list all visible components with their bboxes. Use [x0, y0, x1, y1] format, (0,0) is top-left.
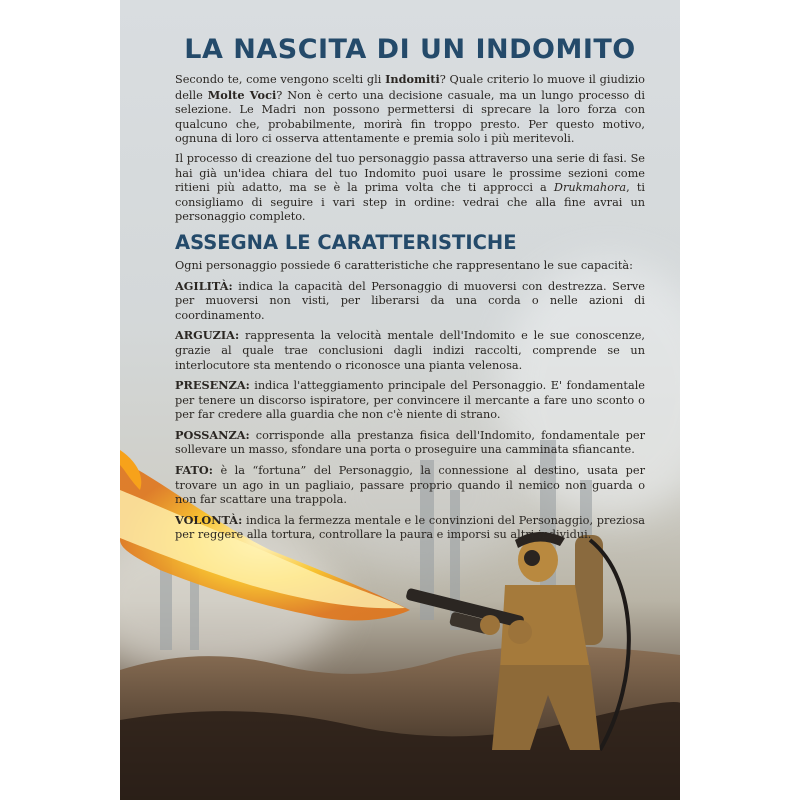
text-run: , ti consigliamo di seguire i vari step in ordine: vedrai che alla fine avrai un personaggio completo. — [175, 181, 645, 224]
trait-description: corrisponde alla prestanza fisica dell'Indomito, fondamentale per sollevare un masso, sfondare una porta o proseguire una camminata sfiancante. — [175, 428, 645, 457]
trait-0 — [175, 279, 645, 324]
trait-name: POSSANZA: — [175, 427, 250, 442]
trait-name: VOLONTÀ: — [175, 512, 243, 527]
bold-term: Molte Voci — [207, 87, 277, 102]
trait-description: indica la capacità del Personaggio di muoversi con destrezza. Serve per muoversi non visti, per liberarsi da una corda o nelle azioni di coordinamento. — [175, 279, 645, 322]
trait-5 — [175, 513, 645, 543]
trait-name: FATO: — [175, 463, 213, 478]
page-content — [175, 34, 645, 548]
intro-paragraph-2 — [175, 152, 645, 225]
trait-4 — [175, 463, 645, 508]
trait-name: AGILITÀ: — [175, 278, 233, 293]
traits-list — [175, 279, 645, 544]
trait-name: PRESENZA: — [175, 378, 250, 393]
trait-1 — [175, 328, 645, 373]
book-page — [120, 0, 680, 800]
trait-description: rappresenta la velocità mentale dell'Indomito e le sue conoscenze, grazie al quale trae conclusioni dagli indizi raccolti, comprende se un interlocutore sta mentendo o riconosce una pianta velenosa. — [175, 329, 645, 372]
trait-description: indica l'atteggiamento principale del Personaggio. E' fondamentale per tenere un discorso ispiratore, per convincere il mercante a fare uno sconto o per far credere alla guardia che non c'è niente di strano. — [175, 379, 645, 422]
trait-name: ARGUZIA: — [175, 328, 240, 343]
intro-paragraph — [175, 72, 645, 147]
text-run: Secondo te, come vengono scelti gli — [175, 73, 386, 86]
trait-3 — [175, 428, 645, 458]
page-title: LA NASCITA DI UN INDOMITO — [184, 34, 636, 65]
bold-term: Indomiti — [385, 72, 440, 86]
section-title: ASSEGNA LE CARATTERISTICHE — [175, 230, 517, 254]
trait-2 — [175, 378, 645, 423]
trait-description: indica la fermezza mentale e le convinzioni del Personaggio, preziosa per reggere alla tortura, controllare la paura e imporsi su altri individui. — [175, 513, 645, 542]
text-run: ? Non è certo una decisione casuale, ma un lungo processo di selezione. Le Madri non possono permettersi di sprecare la loro forza con qualcuno che, probabilmente, morirà fin troppo presto. Per questo motivo, ognuna di loro ci osserva attentamente e premia solo i più meritevoli. — [175, 88, 645, 146]
text-run: Il processo di creazione del tuo personaggio passa attraverso una serie di fasi. Se hai già un'idea chiara del tuo Indomito puoi usare le prossime sezioni come ritieni più adatto, ma se è la prima volta che ti approcci a — [175, 151, 645, 195]
italic-term: Drukmahora — [553, 181, 627, 195]
text-run: ? Quale criterio lo muove il giudizio delle — [175, 73, 645, 102]
section-intro: Ogni personaggio possiede 6 caratteristiche che rappresentano le sue capacità: — [175, 258, 633, 272]
trait-description: è la “fortuna” del Personaggio, la connessione al destino, usata per trovare un ago in un pagliaio, passare proprio quando il nemico non guarda o non far scattare una trappola. — [175, 464, 645, 507]
